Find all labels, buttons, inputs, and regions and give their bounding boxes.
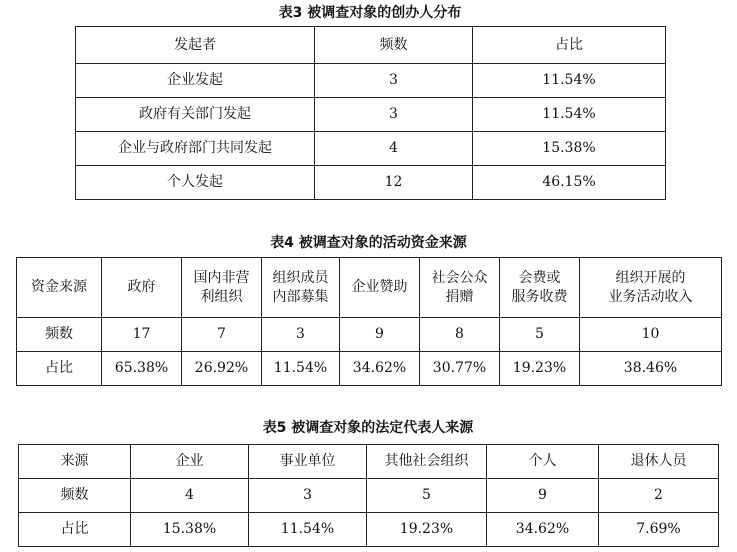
table5-header-cell: 退休人员 [599,445,719,479]
table3-cell: 个人发起 [76,166,315,200]
table4-cell: 7 [182,318,262,352]
table4-cell: 65.38% [102,352,182,386]
table3-cell: 11.54% [473,98,666,132]
table4-cell: 8 [420,318,500,352]
table4-header-cell: 企业赞助 [340,258,420,318]
table4-cell: 17 [102,318,182,352]
table5-cell: 频数 [19,479,131,513]
table5-cell: 占比 [19,513,131,547]
table4-cell: 9 [340,318,420,352]
table4-cell: 30.77% [420,352,500,386]
table3-cell: 15.38% [473,132,666,166]
table4-cell: 占比 [17,352,102,386]
table3-cell: 3 [315,64,473,98]
table5-header-cell: 个人 [487,445,599,479]
table5-cell: 4 [131,479,249,513]
table4-cell: 10 [580,318,722,352]
table3-row [76,166,666,200]
table4-row [17,318,722,352]
table5-cell: 7.69% [599,513,719,547]
table4-header-cell: 组织成员 内部募集 [262,258,340,318]
table4-cell: 5 [500,318,580,352]
table3-cell: 4 [315,132,473,166]
table4 [16,257,722,386]
table5-row [19,479,719,513]
table4-cell: 11.54% [262,352,340,386]
table3-cell: 12 [315,166,473,200]
table4-cell: 34.62% [340,352,420,386]
table4-header-cell: 政府 [102,258,182,318]
table3-cell: 11.54% [473,64,666,98]
table5-row [19,513,719,547]
table5-cell: 9 [487,479,599,513]
table5-cell: 15.38% [131,513,249,547]
table5-cell: 2 [599,479,719,513]
table4-caption: 表4 被调查对象的活动资金来源 [270,235,467,251]
table3-caption: 表3 被调查对象的创办人分布 [278,5,462,21]
table5-header-row [19,445,719,479]
table3-row [76,132,666,166]
table3-header-row [76,27,666,64]
table3-row [76,98,666,132]
table3-header-cell: 发起者 [76,27,315,64]
table3-header-cell: 频数 [315,27,473,64]
table5-cell: 11.54% [249,513,367,547]
table4-row [17,352,722,386]
table5-header-cell: 事业单位 [249,445,367,479]
table5-caption: 表5 被调查对象的法定代表人来源 [262,420,474,436]
table3-cell: 企业发起 [76,64,315,98]
table3-row [76,64,666,98]
table4-cell: 3 [262,318,340,352]
table4-header-row [17,258,722,318]
table4-header-cell: 组织开展的 业务活动收入 [580,258,722,318]
table4-cell: 频数 [17,318,102,352]
table3-cell: 46.15% [473,166,666,200]
table3-cell: 企业与政府部门共同发起 [76,132,315,166]
table5-cell: 34.62% [487,513,599,547]
table3-cell: 政府有关部门发起 [76,98,315,132]
table4-cell: 26.92% [182,352,262,386]
table5-cell: 3 [249,479,367,513]
table5-cell: 19.23% [367,513,487,547]
table4-cell: 19.23% [500,352,580,386]
table3 [75,26,666,200]
table4-header-cell: 会费或 服务收费 [500,258,580,318]
table4-header-cell: 国内非营 利组织 [182,258,262,318]
table5-header-cell: 企业 [131,445,249,479]
table5-cell: 5 [367,479,487,513]
table5-header-cell: 来源 [19,445,131,479]
table4-header-cell: 资金来源 [17,258,102,318]
table3-cell: 3 [315,98,473,132]
table5-header-cell: 其他社会组织 [367,445,487,479]
table3-header-cell: 占比 [473,27,666,64]
table5 [18,444,719,547]
table4-cell: 38.46% [580,352,722,386]
table4-header-cell: 社会公众 捐赠 [420,258,500,318]
